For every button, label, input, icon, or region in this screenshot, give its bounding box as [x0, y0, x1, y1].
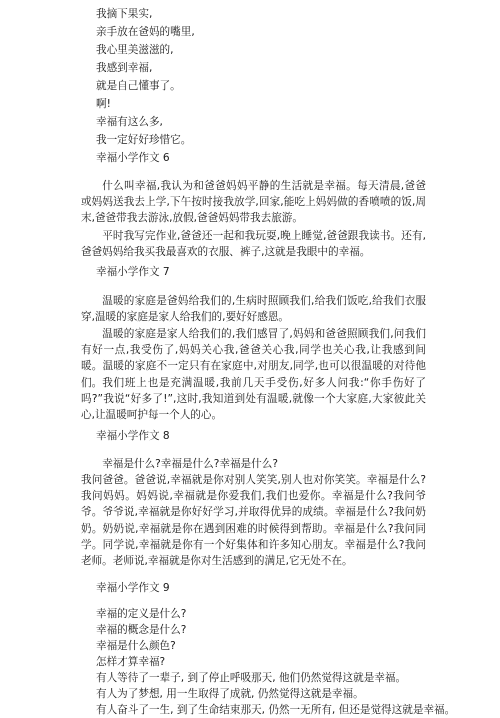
- essay-paragraph: 有人为了梦想, 用一生取得了成就, 仍然觉得这就是幸福。: [96, 688, 364, 700]
- question-line: 幸福的定义是什么?: [96, 608, 187, 620]
- poem-line: 我一定好好珍惜它。: [96, 134, 192, 146]
- poem-line: 亲手放在爸妈的嘴里,: [96, 26, 195, 38]
- question-line: 怎样才算幸福?: [96, 656, 166, 668]
- essay-heading: 幸福小学作文 9: [96, 582, 170, 594]
- essay-paragraph: 幸福是什么?幸福是什么?幸福是什么?: [102, 458, 278, 470]
- essay-paragraph: 什么叫幸福,我认为和爸爸妈妈平静的生活就是幸福。每天清晨,爸爸或妈妈送我去上学,下午按时接我放学,回家,能吃上妈妈做的香喷喷的饭,周末,爸爸带我去游泳,放假,爸爸妈妈带我去旅游。: [81, 180, 426, 225]
- essay-paragraph: 温暖的家庭是家人给我们的,我们感冒了,妈妈和爸爸照顾我们,问我们有好一点,我受伤了,妈妈关心我,爸爸关心我,同学也关心我,让我感到间暖。温暖的家庭不一定只有在家庭中,对朋友,同学,也可以很温暖的对待他们。: [81, 328, 426, 389]
- essay-paragraph: 平时我写完作业,爸爸还一起和我玩耍,晚上睡觉,爸爸跟我读书。还有,爸爸妈妈给我买我最喜欢的衣服、裤子,这就是我眼中的幸福。: [81, 230, 426, 259]
- poem-line: 我摘下果实,: [96, 8, 153, 20]
- essay-heading: 幸福小学作文 8: [96, 430, 170, 442]
- poem-line: 我心里美滋滋的,: [96, 44, 174, 56]
- poem-line: 啊!: [96, 98, 111, 110]
- essay-paragraph: 温暖的家庭是爸妈给我们的,生病时照顾我们,给我们饭吃,给我们衣服穿,温暖的家庭是家人给我们的,要好好感恩。: [81, 295, 426, 324]
- question-line: 幸福的概念是什么?: [96, 624, 187, 636]
- poem-line: 就是自己懂事了。: [96, 80, 181, 92]
- question-line: 幸福是什么颜色?: [96, 640, 176, 652]
- essay-heading: 幸福小学作文 7: [96, 266, 170, 278]
- poem-line: 幸福有这么多,: [96, 116, 163, 128]
- essay-heading: 幸福小学作文 6: [96, 152, 170, 164]
- essay-paragraph: 我们班上也是充满温暖,我前几天手受伤,好多人问我:“你手伤好了吗?”我说“好多了!”,这时,我知道到处有温暖,就像一个大家庭,大家彼此关心,让温暖呵护每一个人的心。: [81, 377, 426, 422]
- essay-paragraph: 有人等待了一辈子, 到了停止呼吸那天, 他们仍然觉得这就是幸福。: [96, 672, 407, 684]
- poem-line: 我感到幸福,: [96, 62, 153, 74]
- essay-paragraph: 有人奋斗了一生, 到了生命结束那天, 仍然一无所有, 但还是觉得这就是幸福。: [96, 704, 456, 716]
- essay-paragraph: 我问爸爸。爸爸说,幸福就是你对别人笑笑,别人也对你笑笑。幸福是什么?我问妈妈。妈妈说,幸福就是你爱我们,我们也爱你。幸福是什么?我问爷爷。爷爷说,幸福就是你好好学习,并取得优异的成绩。幸福是什么?我问奶奶。奶奶说,幸福就是你在遇到困难的时候得到帮助。幸福是什么?我问同学。同学说,幸福就是你有一个好集体和许多知心朋友。幸福是什么?我问老师。老师说,幸福就是你对生活感到的满足,它无处不在。: [81, 474, 426, 568]
